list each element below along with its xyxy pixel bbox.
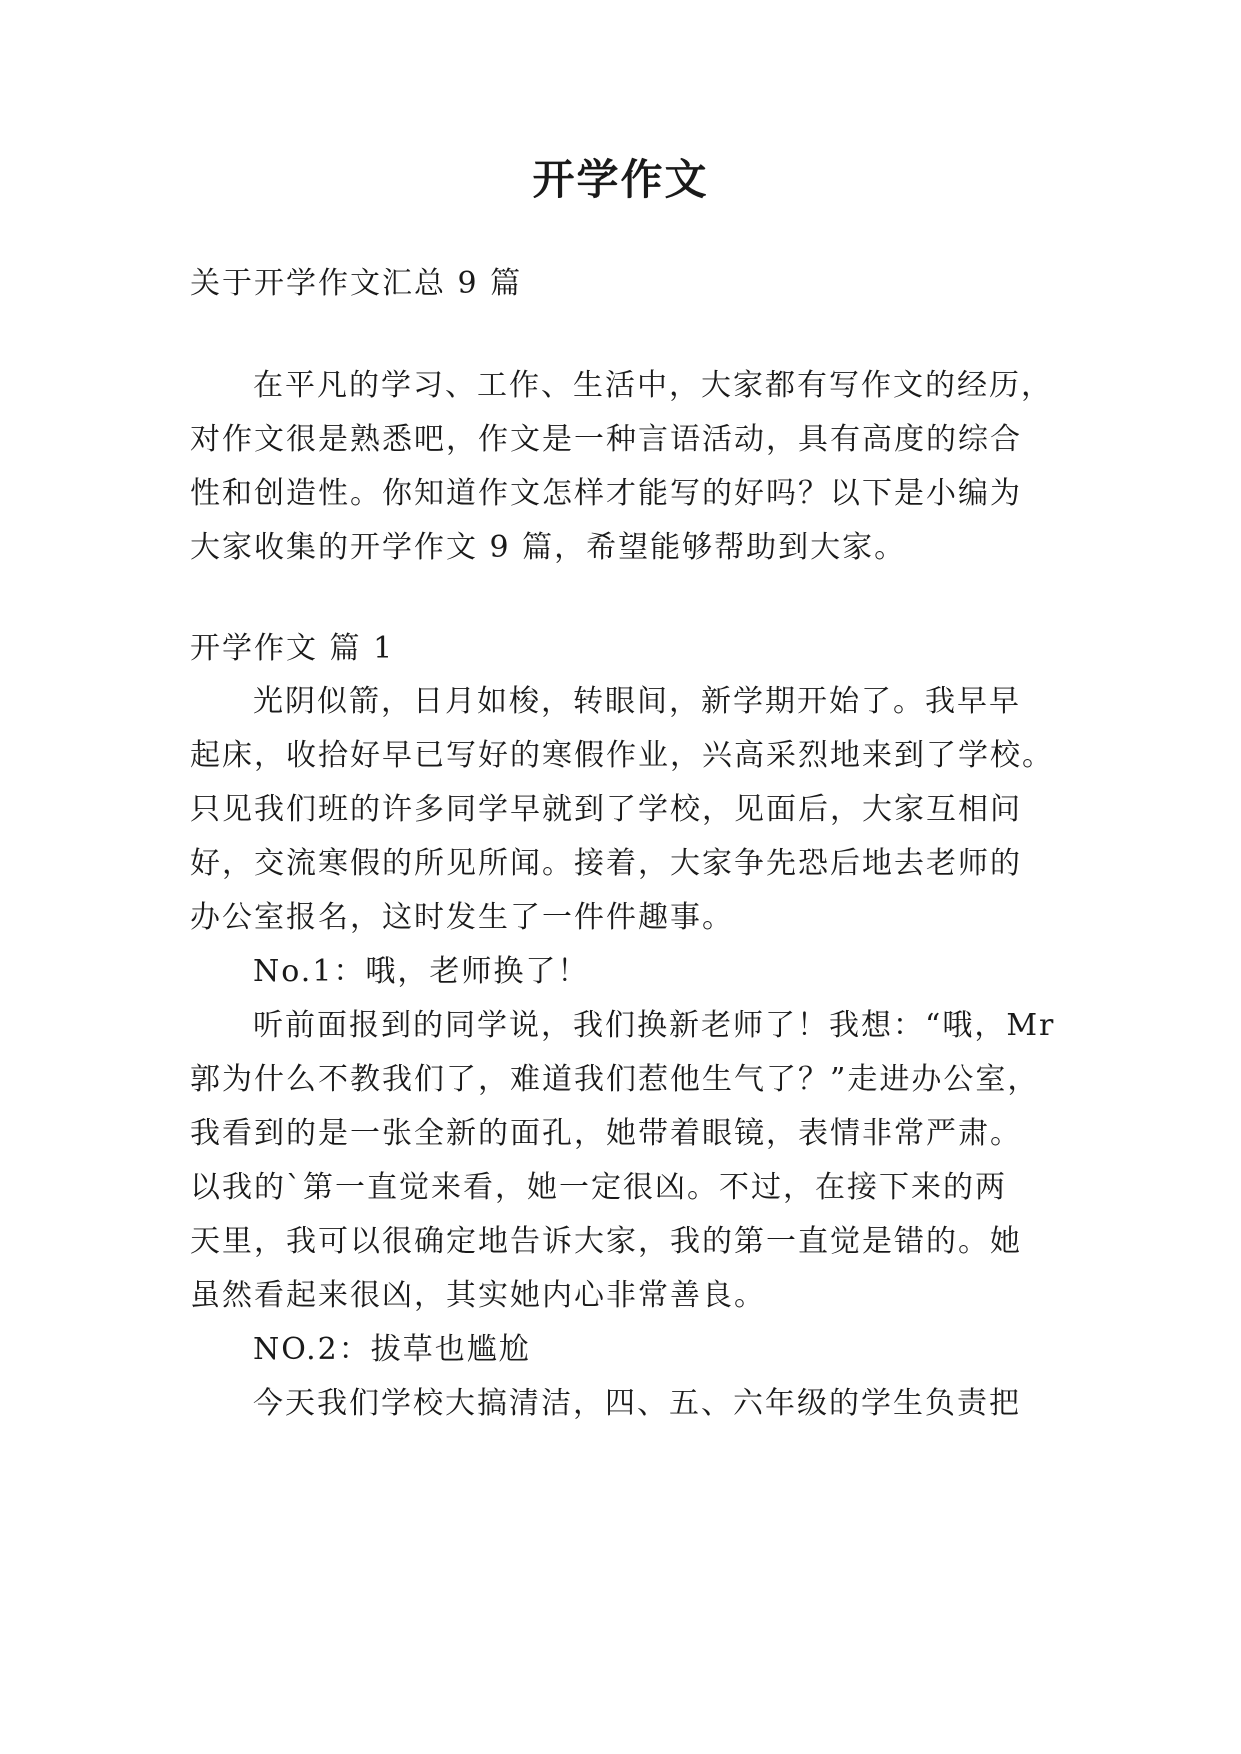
body-line: 郭为什么不教我们了，难道我们惹他生气了？”走进办公室， <box>190 1062 1040 1097</box>
intro-line: 大家收集的开学作文 9 篇，希望能够帮助到大家。 <box>190 530 907 565</box>
intro-line: 对作文很是熟悉吧，作文是一种言语活动，具有高度的综合 <box>190 422 1022 457</box>
body-line: 以我的`第一直觉来看，她一定很凶。不过，在接下来的两 <box>190 1170 1007 1205</box>
body-line: 只见我们班的许多同学早就到了学校，见面后，大家互相问 <box>190 792 1022 827</box>
body-line: 起床，收拾好早已写好的寒假作业，兴高采烈地来到了学校。 <box>190 738 1054 773</box>
body-line: 天里，我可以很确定地告诉大家，我的第一直觉是错的。她 <box>190 1224 1022 1259</box>
body-line: No.1：哦，老师换了！ <box>253 954 590 989</box>
body-line: 我看到的是一张全新的面孔，她带着眼镜，表情非常严肃。 <box>190 1116 1022 1151</box>
body-line: 光阴似箭，日月如梭，转眼间，新学期开始了。我早早 <box>253 684 1021 719</box>
body-line: 今天我们学校大搞清洁，四、五、六年级的学生负责把 <box>253 1386 1021 1421</box>
page-title: 开学作文 <box>532 155 709 204</box>
section-heading: 开学作文 篇 1 <box>190 631 395 666</box>
body-line: 好，交流寒假的所见所闻。接着，大家争先恐后地去老师的 <box>190 846 1022 881</box>
intro-line: 在平凡的学习、工作、生活中，大家都有写作文的经历， <box>253 368 1053 403</box>
subtitle: 关于开学作文汇总 9 篇 <box>190 266 523 301</box>
body-line: 办公室报名，这时发生了一件件趣事。 <box>190 900 734 935</box>
body-line: 虽然看起来很凶，其实她内心非常善良。 <box>190 1278 766 1313</box>
body-line: NO.2：拔草也尴尬 <box>253 1332 531 1367</box>
intro-line: 性和创造性。你知道作文怎样才能写的好吗？以下是小编为 <box>190 476 1022 511</box>
body-line: 听前面报到的同学说，我们换新老师了！我想：“哦，Mr <box>253 1008 1056 1043</box>
